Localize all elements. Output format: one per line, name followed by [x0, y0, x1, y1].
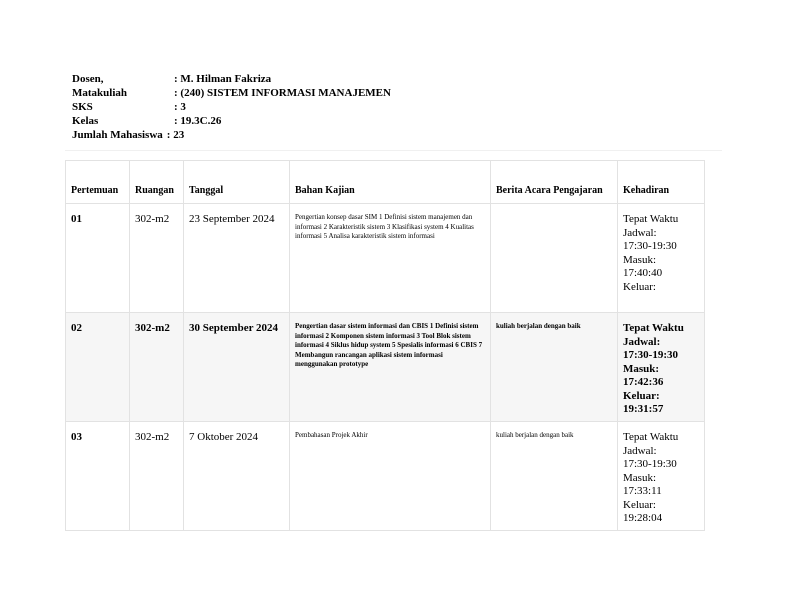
ruangan-cell: 302-m2 [130, 422, 184, 531]
ruangan-cell: 302-m2 [130, 204, 184, 313]
dosen-row [72, 72, 391, 86]
bahan-kajian-cell: Pembahasan Projek Akhir [290, 422, 491, 531]
jadwal-value: 17:30-19:30 [623, 458, 677, 470]
jadwal-value: 17:30-19:30 [623, 349, 678, 361]
keluar-value: 19:28:04 [623, 512, 663, 524]
dosen-label: Dosen, [72, 73, 104, 85]
matakuliah-value: : (240) SISTEM INFORMASI MANAJEMEN [174, 87, 391, 99]
keluar-label: Keluar: [623, 498, 656, 511]
berita-acara-cell: kuliah berjalan dengan baik [491, 422, 618, 531]
tanggal-cell: 30 September 2024 [184, 313, 290, 422]
dosen-value: : M. Hilman Fakriza [174, 73, 272, 85]
keluar-label: Keluar: [623, 280, 656, 293]
kehadiran-cell [618, 204, 705, 313]
table-row [66, 313, 705, 422]
pertemuan-cell: 01 [66, 204, 130, 313]
bahan-kajian-cell: Pengertian dasar sistem informasi dan CBIS 1 Definisi sistem informasi 2 Komponen sistem informasi 3 Tool Blok sistem informasi 4 Siklus hidup system 5 Spesialis informasi 6 CBIS 7 Membangun rancangan aplikasi sistem informasi menggunakan prototype [290, 313, 491, 422]
divider [65, 150, 722, 151]
kehadiran-cell [618, 313, 705, 422]
tanggal-cell: 23 September 2024 [184, 204, 290, 313]
jumlah-mahasiswa-value: : 23 [166, 129, 185, 141]
jadwal-label: Jadwal: [623, 444, 657, 457]
jumlah-mahasiswa-label: Jumlah Mahasiswa [72, 129, 163, 141]
jadwal-label: Jadwal: [623, 335, 661, 348]
kelas-value: : 19.3C.26 [174, 115, 222, 127]
masuk-label: Masuk: [623, 471, 656, 484]
masuk-value: 17:42:36 [623, 376, 664, 388]
masuk-label: Masuk: [623, 362, 660, 375]
jadwal-value: 17:30-19:30 [623, 240, 677, 252]
ruangan-cell: 302-m2 [130, 313, 184, 422]
jumlah-mahasiswa-row [72, 128, 391, 142]
masuk-value: 17:33:11 [623, 485, 662, 497]
kelas-label: Kelas [72, 115, 99, 127]
header-kehadiran: Kehadiran [618, 161, 705, 204]
kehadiran-status: Tepat Waktu [623, 431, 679, 443]
course-info [72, 72, 391, 142]
table-row [66, 422, 705, 531]
kehadiran-status: Tepat Waktu [623, 213, 679, 225]
header-bahan-kajian: Bahan Kajian [290, 161, 491, 204]
table-header-row [66, 161, 705, 204]
kehadiran-cell [618, 422, 705, 531]
pertemuan-cell: 02 [66, 313, 130, 422]
header-berita-acara: Berita Acara Pengajaran [491, 161, 618, 204]
sks-label: SKS [72, 101, 93, 113]
matakuliah-row [72, 86, 391, 100]
tanggal-cell: 7 Oktober 2024 [184, 422, 290, 531]
sks-value: : 3 [174, 101, 186, 113]
header-ruangan: Ruangan [130, 161, 184, 204]
bahan-kajian-cell: Pengertian konsep dasar SIM 1 Definisi sistem manajemen dan informasi 2 Karakteristik sistem 3 Klasifikasi system 4 Kualitas informasi 5 Analisa karakteristik sistem informasi [290, 204, 491, 313]
sks-row [72, 100, 391, 114]
table-row [66, 204, 705, 313]
masuk-value: 17:40:40 [623, 267, 663, 279]
berita-acara-cell: kuliah berjalan dengan baik [491, 313, 618, 422]
keluar-label: Keluar: [623, 389, 660, 402]
header-tanggal: Tanggal [184, 161, 290, 204]
kehadiran-status: Tepat Waktu [623, 322, 684, 334]
keluar-value: 19:31:57 [623, 403, 664, 415]
attendance-table [65, 160, 705, 531]
jadwal-label: Jadwal: [623, 226, 657, 239]
masuk-label: Masuk: [623, 253, 656, 266]
berita-acara-cell [491, 204, 618, 313]
kelas-row [72, 114, 391, 128]
header-pertemuan: Pertemuan [66, 161, 130, 204]
pertemuan-cell: 03 [66, 422, 130, 531]
matakuliah-label: Matakuliah [72, 87, 128, 99]
